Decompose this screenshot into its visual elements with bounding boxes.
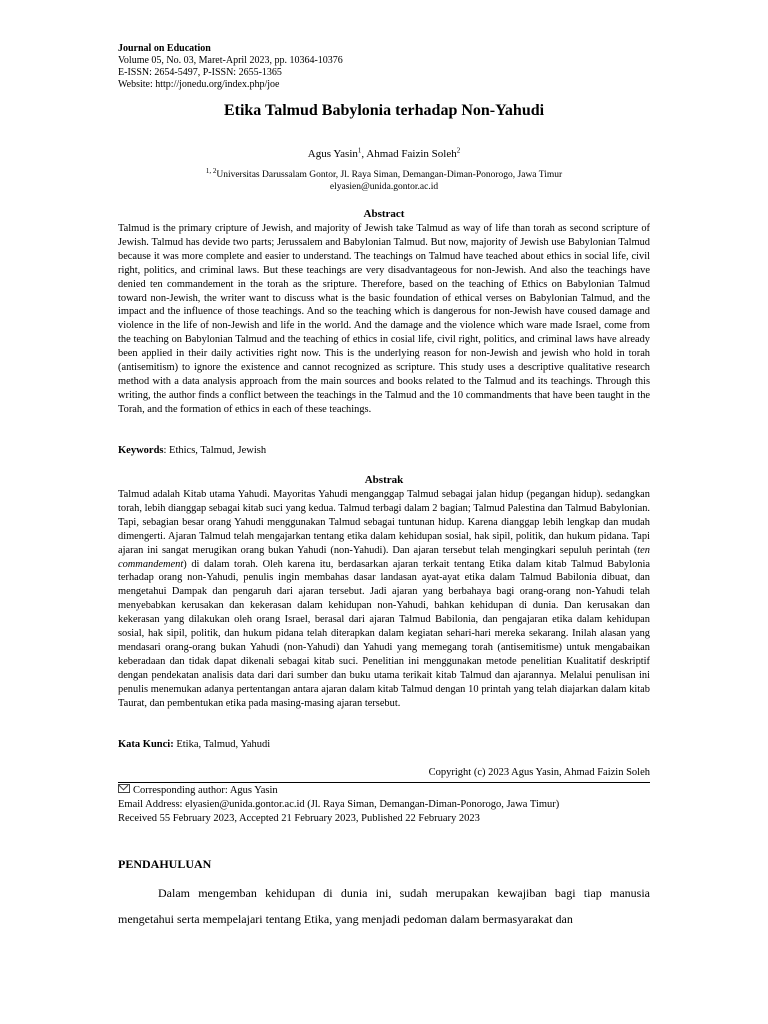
affiliation-text: Universitas Darussalam Gontor, Jl. Raya Siman, Demangan-Diman-Ponorogo, Jawa Timur [216,170,563,180]
affiliation-superscript: 1, 2 [205,166,217,175]
publication-dates: Received 55 February 2023, Accepted 21 February 2023, Published 22 February 2023 [118,813,480,824]
journal-website[interactable]: Website: http://jonedu.org/index.php/joe [118,79,280,90]
abstrak-heading: Abstrak [364,474,404,486]
journal-name: Journal on Education [118,43,211,54]
affiliation-email[interactable]: elyasien@unida.gontor.ac.id [329,182,439,192]
abstract-heading: Abstract [363,208,405,220]
author-line [118,148,650,160]
abstract-keywords [118,445,266,456]
corresponding-author: Corresponding author: Agus Yasin [133,785,278,796]
email-address[interactable]: Email Address: elyasien@unida.gontor.ac.id (Jl. Raya Siman, Demangan-Diman-Ponorogo, Jawa Timur) [118,799,560,810]
affiliation [118,166,650,193]
abstrak-text: Talmud adalah Kitab utama Yahudi. Mayoritas Yahudi menganggap Talmud sebagai jalan hidup (pegangan hidup). sedangkan torah, lebih dianggap sebagai kitab suci yang kedua. Talmud terbagi dalam 2 bagian; Talmud Palestina dan Talmud Babylonian. Tapi, sebagian besar orang Yahudi menggunakan Talmud sebagai tuntunan hidup. Karena dianggap lebih lengkap dan mudah dimengerti. Ajaran Talmud telah mengajarkan tentang etika dalam kehidupan sosial, hak sipil, politik, dan hukum pidana. Tapi ajaran ini sangat merugikan orang bukan Yahudi (non-Yahudi). Dan ajaran tersebut telah mengingkari sepuluh perintah ( [118,489,650,556]
envelope-icon [118,784,130,793]
section-heading: PENDAHULUAN [118,857,212,871]
abstrak-italic-term: ten commandement [118,544,650,570]
footer-divider [118,782,650,783]
paper-title: Etika Talmud Babylonia terhadap Non-Yahudi [223,102,545,119]
abstract-body: Talmud is the primary cripture of Jewish, and majority of Jewish take Talmud as way of life than torah as second scripture of Jewish. Talmud has devide two parts; Jerussalem and Babylonian Talmud. But now, majority of Jewish use Babylonian Talmud because it was more complete and easier to understand. The teachings on Talmud have teached about ethics in social life, civil right, politics, and criminal laws. But these teachings are very disadvantageous for non-Jewish. And also the teachings have denied ten commandement in the torah as the sripture. Therefore, based on the teaching of Ethics on Babylonian Talmud toward non-Jewish, the writer want to discuss what is the basic foundation of ethical verses on Babylonian Talmud, and the impact and the influence of those teachings. And so the teaching which is dangerous for non-Jewish have coused damage and violence in the life of non-Jewish and life in the world. And the damage and the violence which ware made Israel, come from the teaching on Babylonian Talmud and the teaching of ethics in cosial life, civil right, politics, and criminal laws have already been applied in their daily activities right now. This is the underlying reason for non-Jewish and jewish who hold in torah (antisemitism) to ignore the existence and cannot recognized as scripture. This study uses a descriptive qualitative research method with a data analysis approach from the main sources and books related to the Talmud and its teachings. Through this writing, the author finds a conflict between the teachings in the Talmud and the 10 commandments that have been taught in the Torah, and the formation of ethics in each of these teachings. [118,223,650,415]
abstrak-keywords [118,739,270,750]
author-superscript: 1 [357,146,362,155]
journal-issn: E-ISSN: 2654-5497, P-ISSN: 2655-1365 [118,67,282,78]
journal-header [118,43,343,91]
footer-info [118,784,559,826]
abstrak-text: ) di dalam torah. Oleh karena itu, berdasarkan ajaran terkait tentang Etika dalam kitab Talmud Babylonia terhadap orang non-Yahudi, penulis ingin membahas dasar landasan ayat-ayat etika dalam Talmud Babilonia dibuat, dan mengetahui Dampak dan pengaruh dari ajaran tersebut. Jadi ajaran yang berbahaya bagi orang-orang non-Yahudi telah menyebabkan kerusakan dan kekerasan dalam kehidupan non-Yahudi, bahkan kehidupan di dunia. Dan kerusakan dan kekerasan yang dilakukan oleh orang Israel, berasal dari ajaran Talmud Babilonia, dan pengajaran etika dalam kehidupan sosial, hak sipil, politik, dan hukum pidana telah diterapkan dalam kegiatan sehari-hari mereka sekarang. Inilah alasan yang mendasari orang-orang bukan Yahudi (non-Yahudi) dan Yahudi yang memegang torah (antisemitisme) untuk mengabaikan keberadaan dan tidak dapat dikenali sebagai kitab suci. Penelitian ini menggunakan metode penelitian Kualitatif deskriptif dengan pendekatan analisis data dari dari sumber dan buku utama terikait kitab Talmud dan ajarannya. Melalui penulisan ini penulis menemukan adanya pertentangan antara ajaran dalam kitab Talmud dengan 10 printah yang telah diajarkan dalam kitab Taurat, dan pembentukan etika pada masing-masing ajaran tersebut. [118,558,650,709]
abstrak-body [118,488,650,711]
copyright-notice: Copyright (c) 2023 Agus Yasin, Ahmad Faizin Soleh [428,767,650,778]
author-superscript: 2 [456,146,461,155]
keywords-list: : Ethics, Talmud, Jewish [163,445,267,456]
kata-kunci-label: Kata Kunci: [118,739,174,750]
journal-volume: Volume 05, No. 03, Maret-April 2023, pp. 10364-10376 [118,55,343,66]
introduction-body: Dalam mengemban kehidupan di dunia ini, sudah merupakan kewajiban bagi tiap manusia mengetahui serta mempelajari tentang Etika, yang menjadi pedoman dalam bermasyarakat dan [118,886,650,926]
author-name: Agus Yasin [307,148,358,160]
author-name: Ahmad Faizin Soleh [366,148,457,160]
author-separator: , [361,148,367,160]
keywords-label: Keywords [118,445,164,456]
kata-kunci-list: Etika, Talmud, Yahudi [173,739,271,750]
